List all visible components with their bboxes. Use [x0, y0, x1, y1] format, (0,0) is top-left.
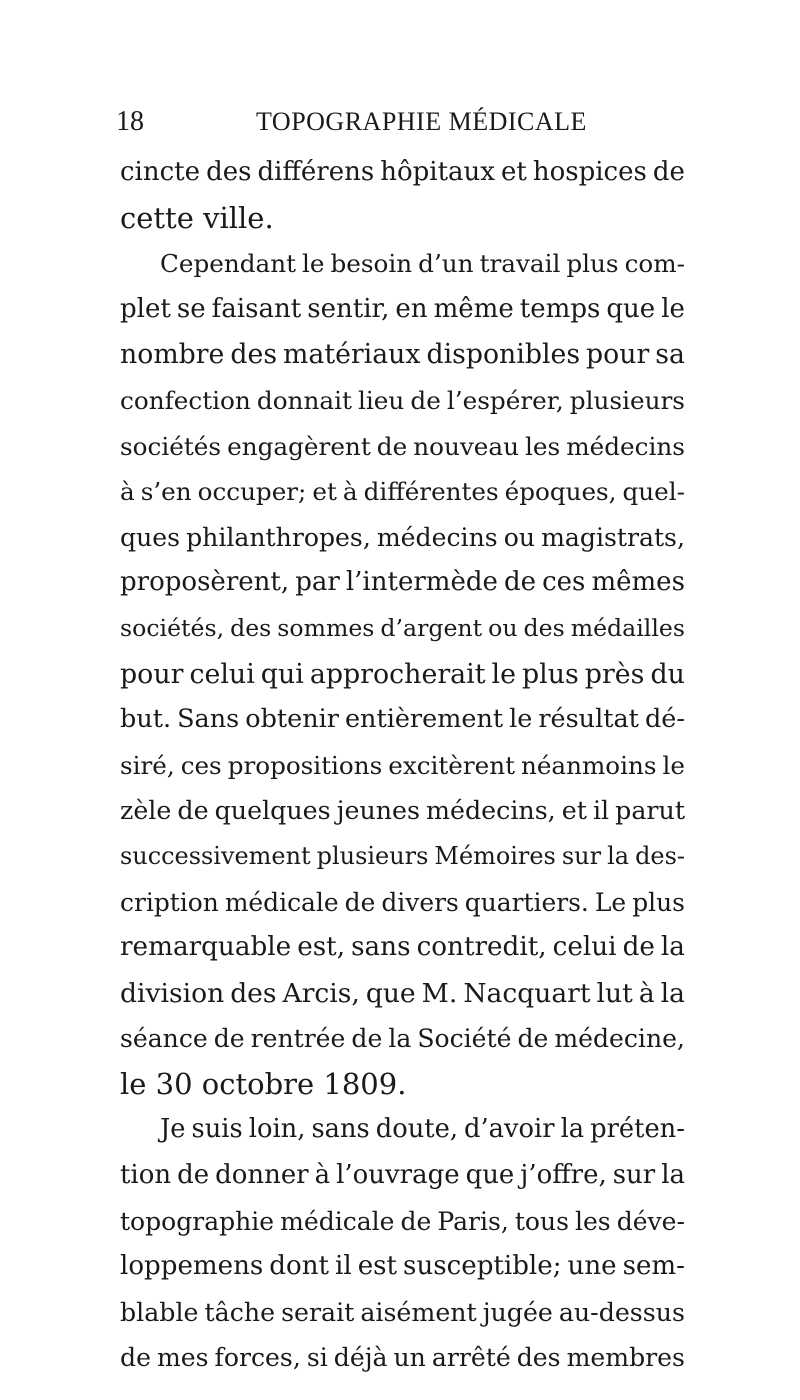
text-line: pour celui qui approcherait le plus près du: [120, 658, 685, 690]
text-line: à s’en occuper; et à différentes époques, quel-: [120, 477, 685, 507]
body-text: [120, 150, 685, 1381]
text-line: Cependant le besoin d’un travail plus com-: [160, 249, 685, 279]
text-line: Je suis loin, sans doute, d’avoir la préten-: [160, 1114, 685, 1145]
text-line: division des Arcis, que M. Nacquart lut à la: [120, 977, 685, 1009]
text-line: cette ville.: [120, 200, 274, 235]
text-line: cription médicale de divers quartiers. Le plus: [120, 887, 685, 917]
text-line: but. Sans obtenir entièrement le résultat dé-: [120, 704, 685, 735]
text-line: successivement plusieurs Mémoires sur la des-: [120, 841, 685, 870]
text-line: proposèrent, par l’intermède de ces mêmes: [120, 567, 685, 598]
text-line: sociétés engagèrent de nouveau les médecins: [120, 431, 685, 461]
text-line: nombre des matériaux disponibles pour sa: [120, 339, 685, 371]
text-line: remarquable est, sans contredit, celui de la: [120, 932, 685, 963]
text-line: confection donnait lieu de l’espérer, plusieurs: [120, 385, 685, 415]
text-line: sociétés, des sommes d’argent ou des médailles: [120, 613, 685, 642]
text-line: topographie médicale de Paris, tous les déve-: [120, 1206, 685, 1236]
text-line: le 30 octobre 1809.: [120, 1066, 407, 1101]
page-number: 18: [116, 106, 144, 137]
text-line: loppemens dont il est susceptible; une sem-: [120, 1251, 685, 1282]
text-line: de mes forces, si déjà un arrêté des membres: [120, 1343, 685, 1373]
text-line: siré, ces propositions excitèrent néanmoins le: [120, 750, 685, 780]
running-title: TOPOGRAPHIE MÉDICALE: [256, 107, 587, 136]
running-header: [116, 104, 676, 140]
text-line: tion de donner à l’ouvrage que j’offre, sur la: [120, 1160, 685, 1191]
text-line: séance de rentrée de la Société de médecine,: [120, 1024, 685, 1054]
text-line: ques philanthropes, médecins ou magistrats,: [120, 522, 685, 552]
text-line: zèle de quelques jeunes médecins, et il parut: [120, 796, 685, 826]
text-line: plet se faisant sentir, en même temps que le: [120, 293, 685, 324]
text-line: blable tâche serait aisément jugée au-dessus: [120, 1297, 685, 1327]
text-line: cincte des différens hôpitaux et hospices de: [120, 157, 685, 187]
